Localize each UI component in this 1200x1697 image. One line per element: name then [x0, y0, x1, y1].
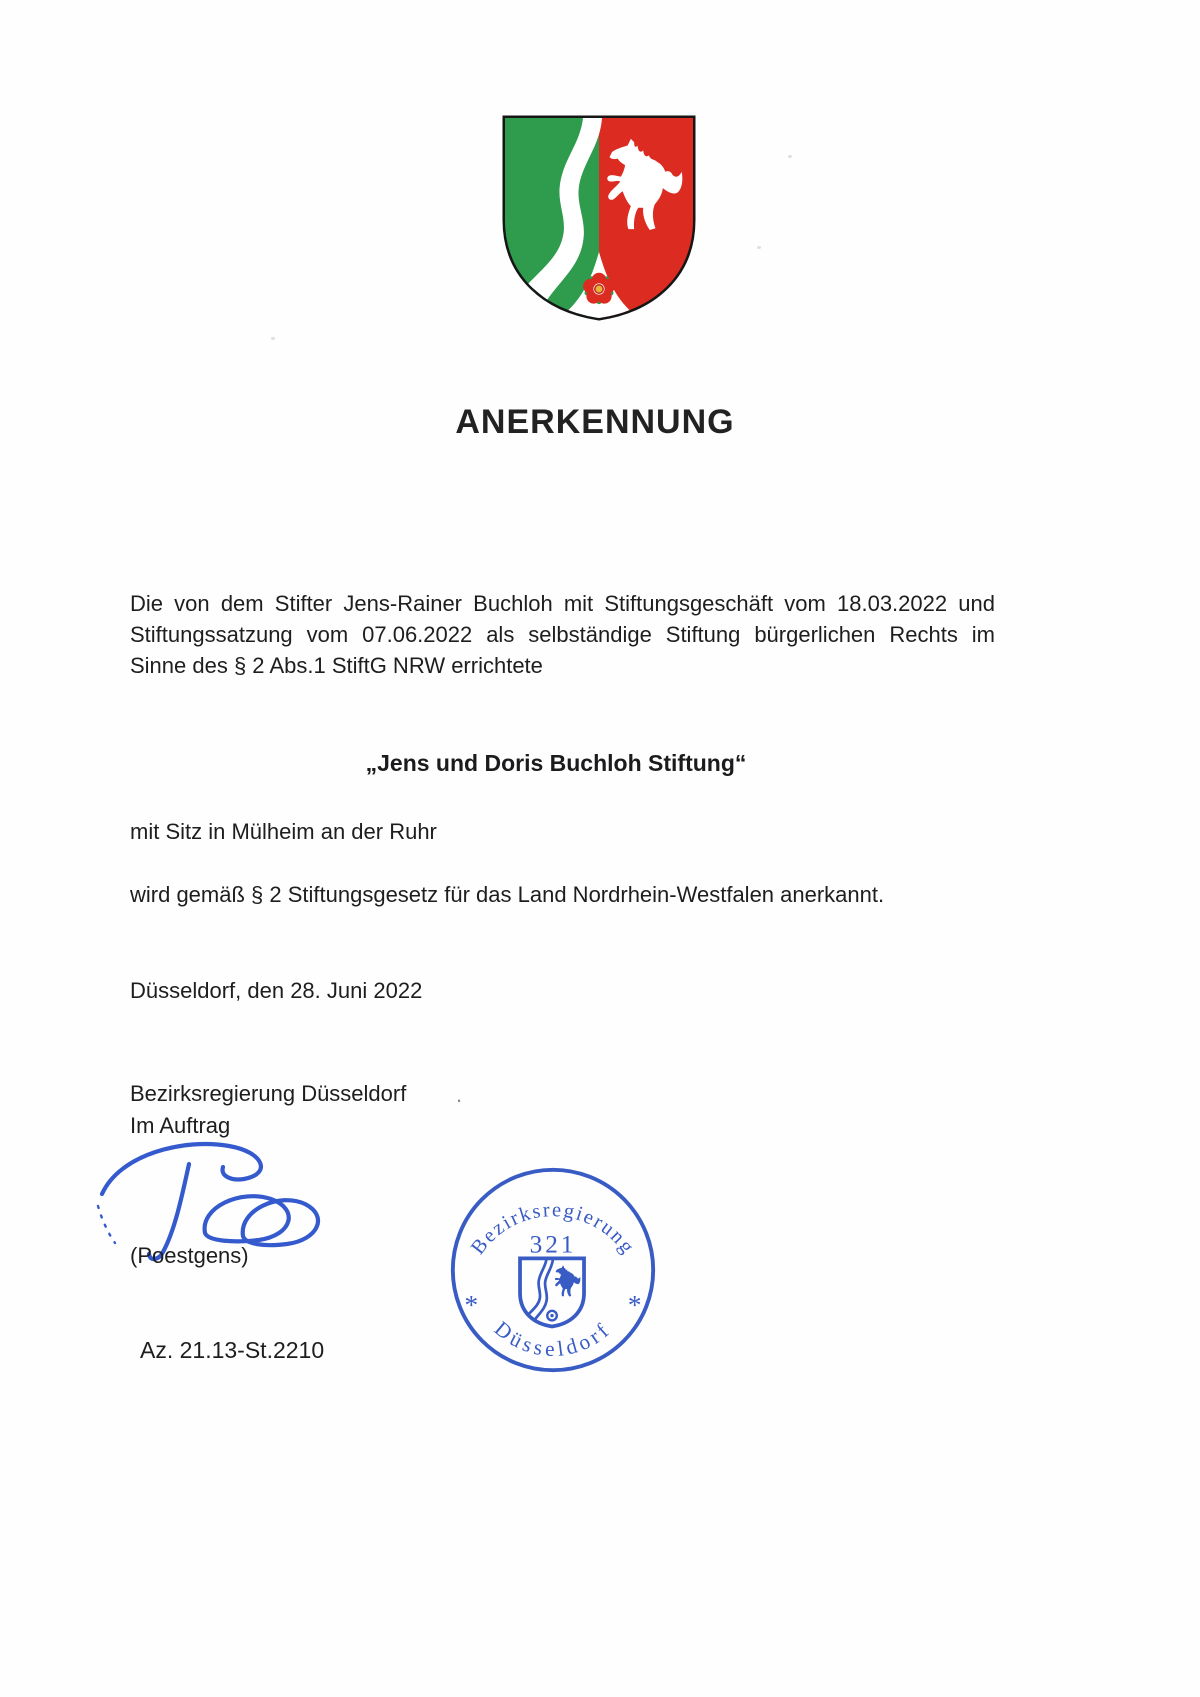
seal-number: 321	[529, 1230, 577, 1259]
paragraph-line-2: Stiftungssatzung vom 07.06.2022 als selbständige Stiftung bürgerlichen Rechts im	[130, 622, 995, 647]
foundation-name: „Jens und Doris Buchloh Stiftung“	[365, 750, 747, 776]
paragraph-line-1: Die von dem Stifter Jens-Rainer Buchloh mit Stiftungsgeschäft vom 18.03.2022 und	[130, 591, 995, 616]
date-line: Düsseldorf, den 28. Juni 2022	[130, 978, 423, 1003]
seal-shield	[520, 1258, 584, 1326]
seat-line: mit Sitz in Mülheim an der Ruhr	[130, 819, 437, 844]
official-seal	[446, 1163, 660, 1377]
authority-line: Bezirksregierung Düsseldorf	[130, 1081, 407, 1106]
file-number: Az. 21.13-St.2210	[140, 1337, 325, 1363]
seal-star-right: *	[627, 1289, 642, 1320]
scan-artifact-dot: .	[456, 1082, 463, 1107]
nrw-coat-of-arms	[495, 112, 703, 324]
recognition-line: wird gemäß § 2 Stiftungsgesetz für das Land Nordrhein-Westfalen anerkannt.	[130, 882, 885, 907]
paragraph-line-3: Sinne des § 2 Abs.1 StiftG NRW errichtete	[130, 653, 543, 678]
seal-top-text: Bezirksregierung	[466, 1199, 640, 1259]
scan-speck	[788, 155, 792, 158]
seal-star-left: *	[464, 1289, 479, 1320]
signer-name: (Poestgens)	[130, 1243, 249, 1268]
document-title: ANERKENNUNG	[455, 403, 735, 441]
by-order-line: Im Auftrag	[130, 1113, 231, 1138]
scan-speck	[757, 246, 761, 249]
seal-bottom-text: Düsseldorf	[489, 1316, 617, 1361]
scan-speck	[271, 337, 275, 340]
